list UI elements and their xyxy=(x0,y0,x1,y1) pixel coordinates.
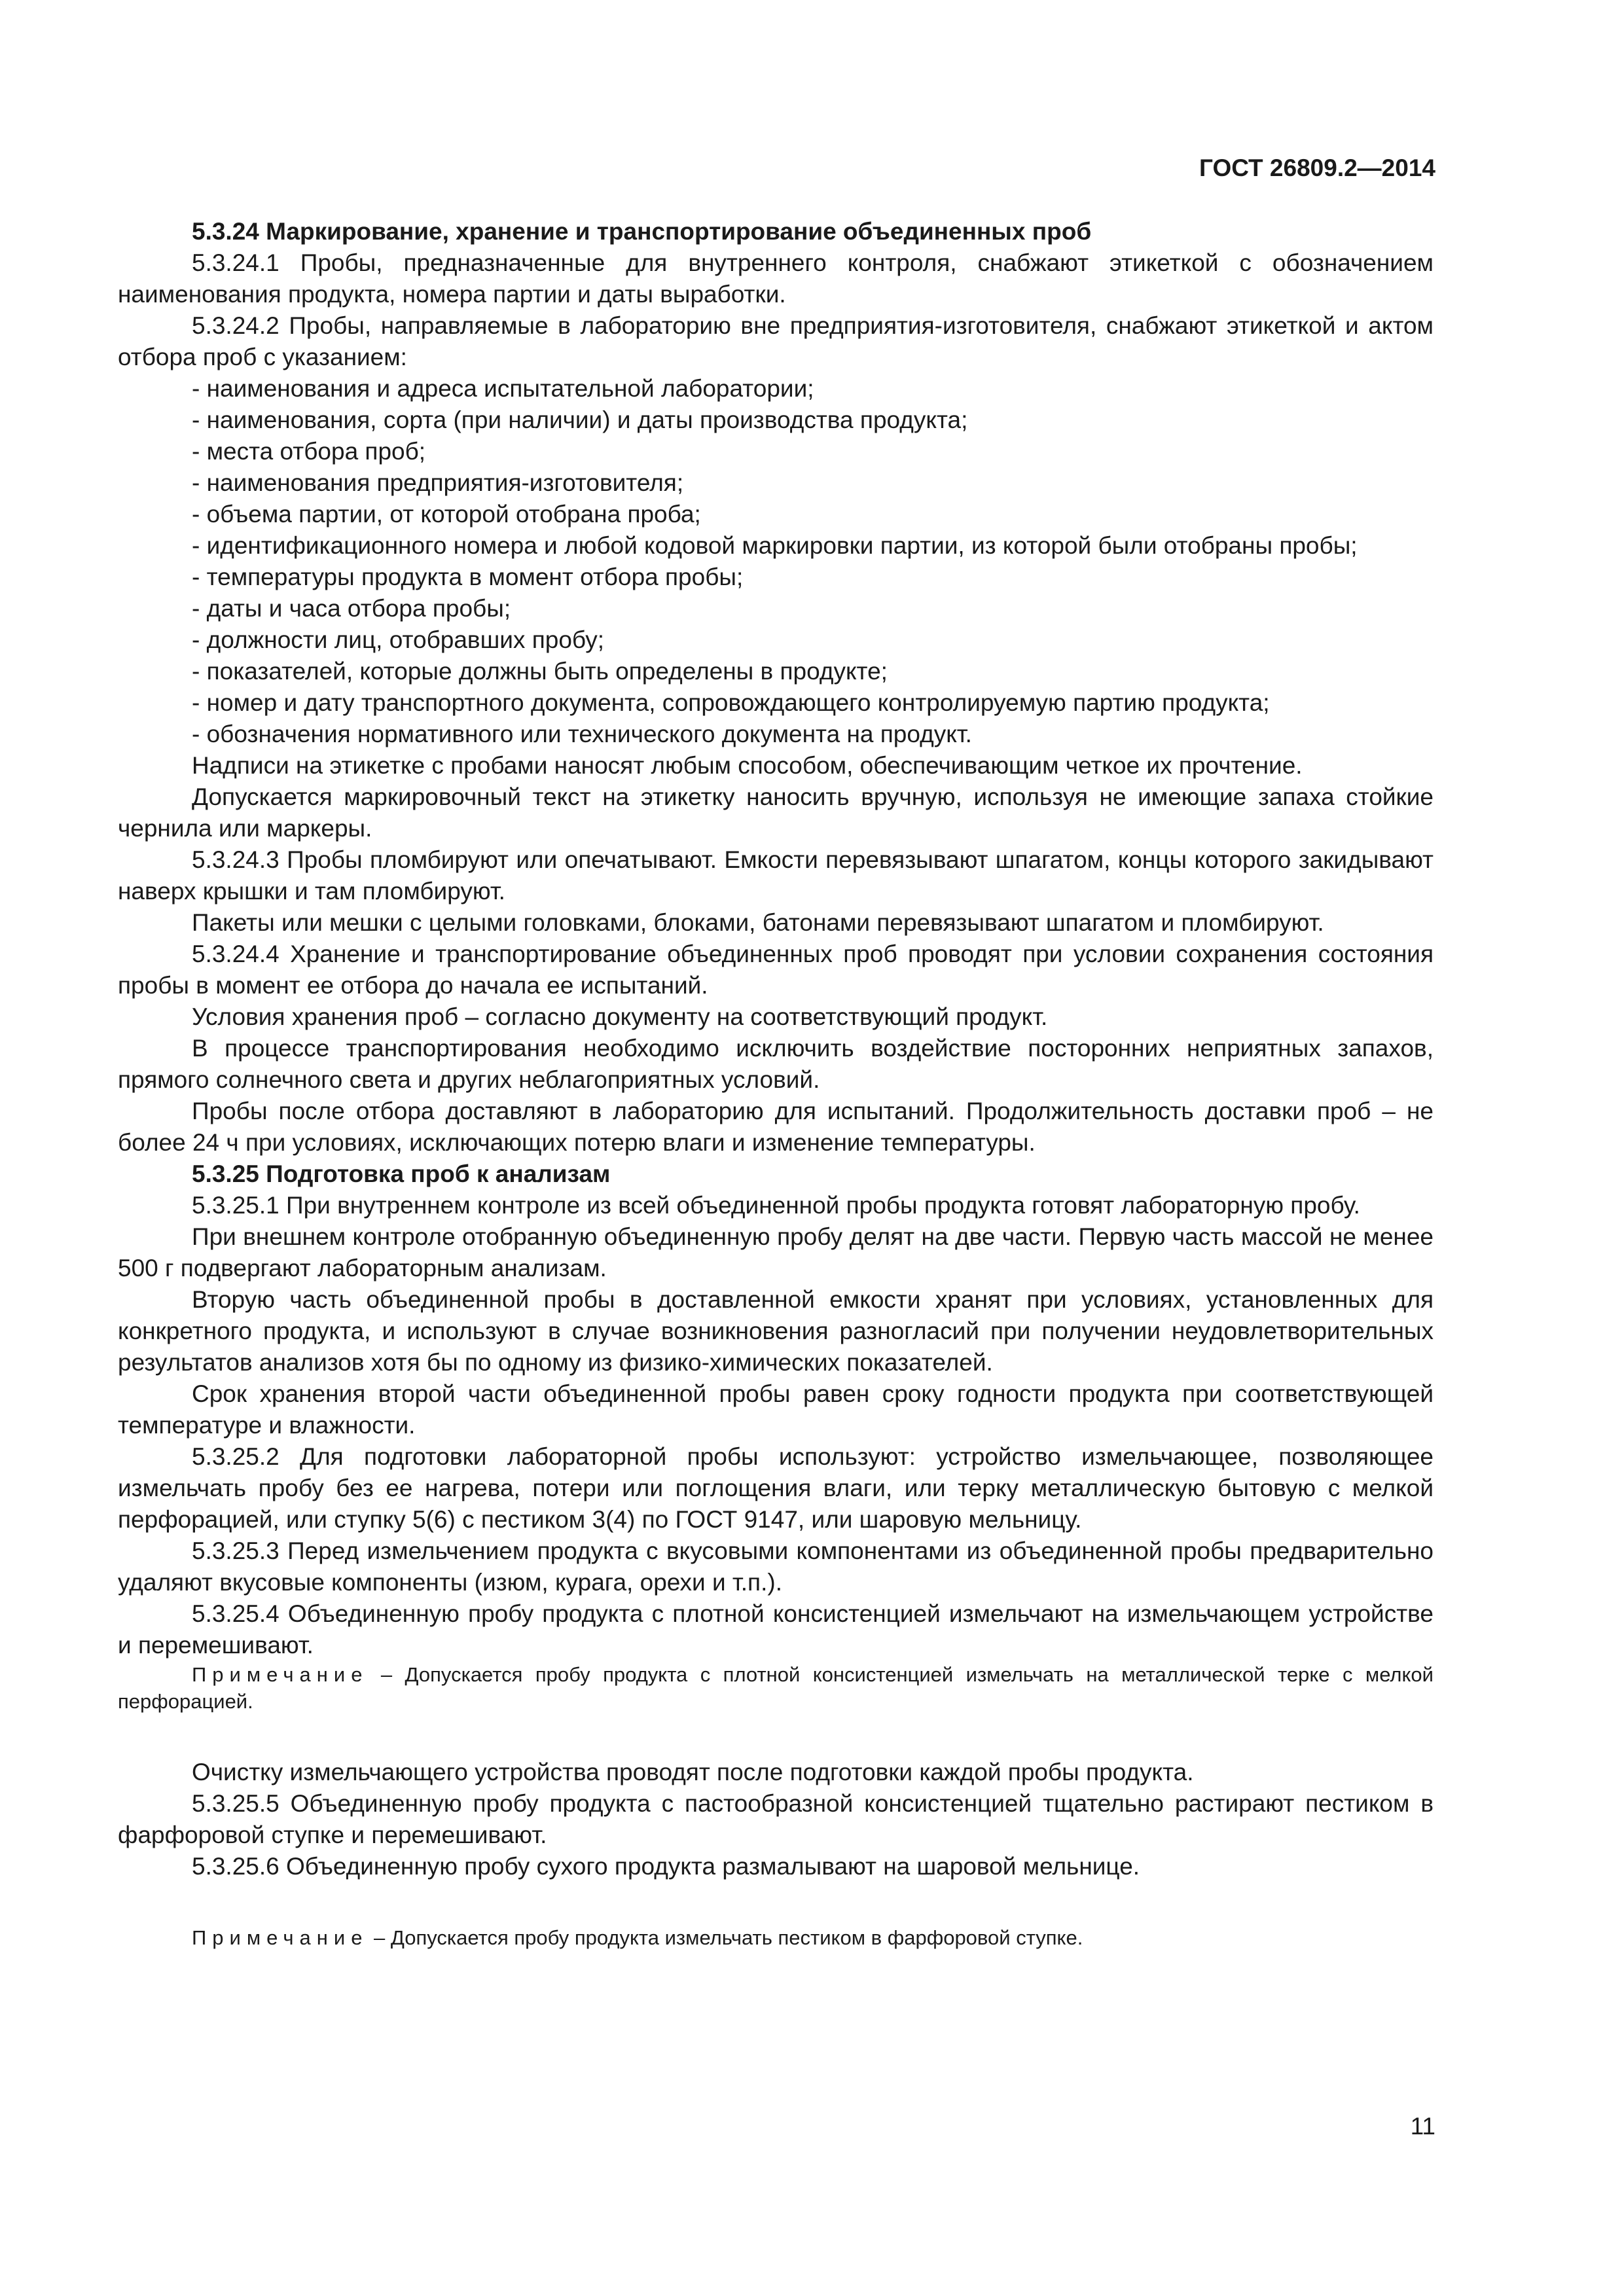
list-item: - даты и часа отбора пробы; xyxy=(192,595,511,622)
list-item: - идентификационного номера и любой кодовой маркировки партии, из которой были отобраны пробы; xyxy=(192,532,1358,559)
list-item: - температуры продукта в момент отбора пробы; xyxy=(192,564,744,590)
paragraph: 5.3.25.1 При внутреннем контроле из всей объединенной пробы продукта готовят лабораторную пробу. xyxy=(192,1192,1360,1219)
paragraph: Срок хранения второй части объединенной пробы равен сроку годности продукта при соответствующей температуре и влажности. xyxy=(118,1380,1434,1439)
list-item: - должности лиц, отобравших пробу; xyxy=(192,626,605,653)
paragraph: 5.3.24.2 Пробы, направляемые в лабораторию вне предприятия-изготовителя, снабжают этикеткой и актом отбора проб с указанием: xyxy=(118,312,1434,370)
note-label: Примечание xyxy=(192,1663,369,1686)
note xyxy=(118,1661,1434,1715)
paragraph: 5.3.25.5 Объединенную пробу продукта с пастообразной консистенцией тщательно растирают пестиком в фарфоровой ступке и перемешивают. xyxy=(118,1790,1434,1848)
document-body xyxy=(118,216,1434,1951)
section-heading: 5.3.24 Маркирование, хранение и транспортирование объединенных проб xyxy=(192,218,1092,245)
paragraph: В процессе транспортирования необходимо исключить воздействие посторонних неприятных запахов, прямого солнечного света и других неблагоприятных условий. xyxy=(118,1035,1434,1093)
paragraph: 5.3.25.4 Объединенную пробу продукта с плотной консистенцией измельчают на измельчающем устройстве и перемешивают. xyxy=(118,1600,1434,1659)
paragraph: Вторую часть объединенной пробы в доставленной емкости хранят при условиях, установленных для конкретного продукта, и используют в случае возникновения разногласий при получении неудовлетворительных результатов анализов хотя бы по одному из физико-химических показателей. xyxy=(118,1286,1434,1376)
paragraph: 5.3.25.6 Объединенную пробу сухого продукта размалывают на шаровой мельнице. xyxy=(192,1853,1140,1880)
note-text: – Допускается пробу продукта с плотной консистенцией измельчать на металлической терке с мелкой перфорацией. xyxy=(118,1663,1434,1713)
paragraph: Пробы после отбора доставляют в лабораторию для испытаний. Продолжительность доставки проб – не более 24 ч при условиях, исключающих потерю влаги и изменение температуры. xyxy=(118,1098,1434,1156)
paragraph: Очистку измельчающего устройства проводят после подготовки каждой пробы продукта. xyxy=(192,1759,1194,1785)
paragraph: 5.3.24.3 Пробы пломбируют или опечатывают. Емкости перевязывают шпагатом, концы которого закидывают наверх крышки и там пломбируют. xyxy=(118,846,1434,905)
note-label: Примечание xyxy=(192,1926,369,1949)
list-item: - наименования предприятия-изготовителя; xyxy=(192,469,684,496)
list-item: - наименования, сорта (при наличии) и даты производства продукта; xyxy=(192,406,968,433)
section-heading: 5.3.25 Подготовка проб к анализам xyxy=(192,1160,611,1187)
list-item: - обозначения нормативного или технического документа на продукт. xyxy=(192,721,972,747)
paragraph: Надписи на этикетке с пробами наносят любым способом, обеспечивающим четкое их прочтение. xyxy=(192,752,1303,779)
paragraph: Пакеты или мешки с целыми головками, блоками, батонами перевязывают шпагатом и пломбируют. xyxy=(192,909,1324,936)
paragraph: 5.3.25.3 Перед измельчением продукта с вкусовыми компонентами из объединенной пробы предварительно удаляют вкусовые компоненты (изюм, курага, орехи и т.п.). xyxy=(118,1537,1434,1596)
list-item: - места отбора проб; xyxy=(192,438,426,465)
list-item: - показателей, которые должны быть определены в продукте; xyxy=(192,658,888,685)
page-number: 11 xyxy=(1410,2113,1435,2140)
list-item: - наименования и адреса испытательной лаборатории; xyxy=(192,375,814,402)
note xyxy=(118,1924,1434,1951)
paragraph: 5.3.25.2 Для подготовки лабораторной пробы используют: устройство измельчающее, позволяющее измельчать пробу без ее нагрева, потери или поглощения влаги, или терку металлическую бытовую с мелкой перфорацией, или ступку 5(6) с пестиком 3(4) по ГОСТ 9147, или шаровую мельницу. xyxy=(118,1443,1434,1533)
document-header: ГОСТ 26809.2—2014 xyxy=(1199,154,1435,181)
paragraph: 5.3.24.4 Хранение и транспортирование объединенных проб проводят при условии сохранения состояния пробы в момент ее отбора до начала ее испытаний. xyxy=(118,941,1434,999)
paragraph: Условия хранения проб – согласно документу на соответствующий продукт. xyxy=(192,1003,1048,1030)
paragraph: Допускается маркировочный текст на этикетку наносить вручную, используя не имеющие запаха стойкие чернила или маркеры. xyxy=(118,783,1434,842)
paragraph: 5.3.24.1 Пробы, предназначенные для внутреннего контроля, снабжают этикеткой с обозначением наименования продукта, номера партии и даты выработки. xyxy=(118,249,1434,308)
list-item: - номер и дату транспортного документа, сопровождающего контролируемую партию продукта; xyxy=(192,689,1270,716)
paragraph: При внешнем контроле отобранную объединенную пробу делят на две части. Первую часть массой не менее 500 г подвергают лабораторным анализам. xyxy=(118,1223,1434,1282)
list-item: - объема партии, от которой отобрана проба; xyxy=(192,501,701,528)
note-text: – Допускается пробу продукта измельчать пестиком в фарфоровой ступке. xyxy=(368,1926,1083,1949)
